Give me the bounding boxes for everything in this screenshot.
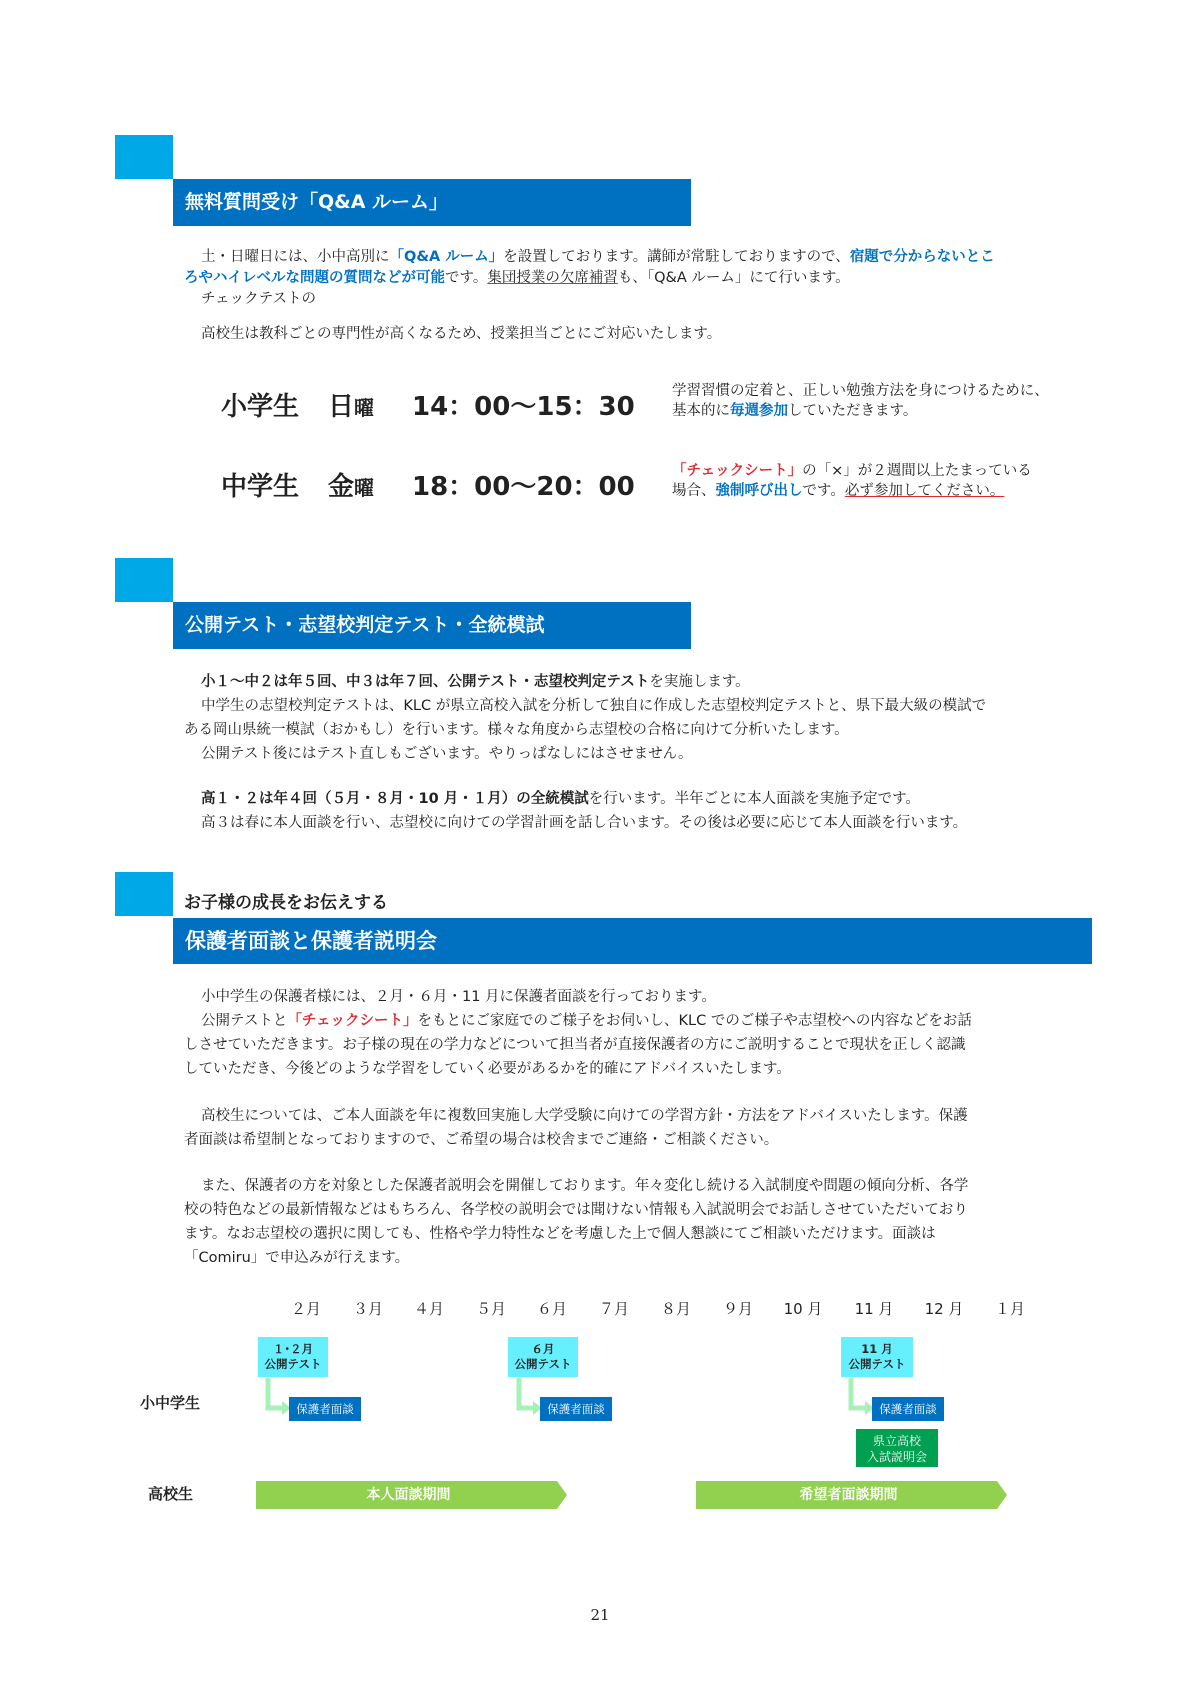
bold-text: 小１～中２は年５回、中３は年７回、公開テスト・志望校判定テスト — [201, 674, 650, 690]
month-label: 11 月 — [854, 1300, 894, 1318]
day-text: 日 — [328, 392, 355, 422]
highlight-text: 「チェックシート」 — [672, 463, 803, 479]
text: 公開テストと — [201, 1013, 288, 1029]
month-label: 10 月 — [783, 1300, 823, 1318]
paragraph: 高校生は教科ごとの専門性が高くなるため、授業担当ごとにご対応いたします。 — [201, 326, 722, 342]
schedule-time: 14：00～15：30 — [412, 392, 635, 422]
text: をもとにご家庭でのご様子をお伺いし、KLC でのご様子や志望校への内容などをお話 — [417, 1013, 972, 1029]
public-test-box — [508, 1337, 578, 1377]
highlight-text: 「チェックシート」 — [287, 1013, 418, 1029]
text: していただきます。 — [788, 403, 918, 419]
schedule-day — [328, 466, 374, 503]
row-label-elementary: 小中学生 — [140, 1394, 201, 1412]
test-label: 公開テスト — [264, 1357, 322, 1371]
paragraph — [184, 267, 850, 291]
test-label: 公開テスト — [514, 1357, 572, 1371]
text: を設置しております。講師が常駐しておりますので、 — [503, 249, 850, 265]
schedule-note — [672, 461, 1032, 481]
paragraph: また、保護者の方を対象とした保護者説明会を開催しております。年々変化し続ける入試制度や問題の傾向分析、各学 — [201, 1178, 969, 1194]
text: を行います。半年ごとに本人面談を実施予定です。 — [588, 791, 920, 807]
text: です。 — [802, 483, 845, 499]
bold-text: 高１・２は年４回（５月・８月・10 月・１月）の全統模試 — [201, 791, 589, 807]
paragraph: 「Comiru」で申込みが行えます。 — [184, 1250, 410, 1266]
highlight-text: 宿題で分からないとこ — [849, 249, 995, 265]
section-title: 無料質問受け「Q&A ルーム」 — [173, 179, 691, 226]
period-label: 本人面談期間 — [366, 1487, 451, 1503]
text: 土・日曜日には、小中高別に — [201, 249, 390, 265]
arrow-icon — [845, 1378, 875, 1418]
public-test-box — [258, 1337, 328, 1377]
month-label: ５月 — [475, 1300, 506, 1318]
test-month: 11 月 — [861, 1342, 893, 1356]
parent-meeting-box: 保護者面談 — [540, 1397, 612, 1421]
month-label: ６月 — [536, 1300, 567, 1318]
month-label: ９月 — [722, 1300, 753, 1318]
section-title: 公開テスト・志望校判定テスト・全統模試 — [173, 602, 691, 649]
underlined-text: 必ず参加してください。 — [844, 483, 1005, 499]
paragraph — [201, 788, 920, 812]
day-text: 金 — [328, 472, 355, 502]
day-suffix: 曜 — [354, 476, 375, 500]
test-label: 公開テスト — [848, 1357, 906, 1371]
period-label: 希望者面談期間 — [799, 1487, 898, 1503]
text: も、「Q&A ルーム」にて行います。 — [617, 270, 850, 286]
seminar-box — [856, 1429, 938, 1467]
paragraph: 校の特色などの最新情報などはもちろん、各学校の説明会では聞けない情報も入試説明会でお話しさせていただいており — [184, 1202, 968, 1218]
paragraph: ある岡山県統一模試（おかもし）を行います。様々な角度から志望校の合格に向けて分析いたします。 — [184, 722, 849, 738]
page-number: 21 — [590, 1606, 610, 1624]
seminar-line: 入試説明会 — [866, 1450, 927, 1464]
month-label: ２月 — [290, 1300, 321, 1318]
schedule-time: 18：00～20：00 — [412, 472, 635, 502]
section-marker — [115, 558, 173, 602]
paragraph: していただき、今後どのような学習をしていく必要があるかを的確にアドバイスいたします。 — [184, 1061, 791, 1077]
text: の「×」が２週間以上たまっている — [802, 463, 1032, 479]
paragraph: 者面談は希望制となっておりますので、ご希望の場合は校舎までご連絡・ご相談ください。 — [184, 1132, 779, 1148]
underlined-text: 集団授業の欠席補習 — [487, 270, 618, 286]
test-month: １･２月 — [272, 1342, 314, 1356]
paragraph: チェックテストの — [201, 291, 316, 307]
arrow-icon — [513, 1378, 543, 1418]
paragraph — [201, 671, 750, 695]
highlight-text: 毎週参加 — [730, 403, 788, 419]
month-label: ８月 — [660, 1300, 691, 1318]
text: を実施します。 — [649, 674, 750, 690]
schedule-grade: 小学生 — [221, 392, 300, 422]
day-suffix: 曜 — [354, 396, 375, 420]
highlight-text: 強制呼び出し — [715, 483, 803, 499]
schedule-note — [672, 401, 917, 421]
parent-meeting-box: 保護者面談 — [872, 1397, 944, 1421]
paragraph: 小中学生の保護者様には、２月・６月・11 月に保護者面談を行っております。 — [201, 989, 716, 1005]
text: 場合、 — [672, 483, 716, 499]
section-marker — [115, 872, 173, 916]
parent-meeting-box: 保護者面談 — [289, 1397, 361, 1421]
month-label: 12 月 — [924, 1300, 964, 1318]
seminar-line: 県立高校 — [872, 1434, 921, 1448]
paragraph: 高３は春に本人面談を行い、志望校に向けての学習計画を話し合います。その後は必要に応じて本人面談を行います。 — [201, 815, 968, 831]
paragraph — [201, 246, 995, 270]
month-label: ７月 — [598, 1300, 629, 1318]
public-test-box — [841, 1337, 913, 1377]
paragraph: しさせていただきます。お子様の現在の学力などについて担当者が直接保護者の方にご説明することで現状を正しく認識 — [184, 1037, 966, 1053]
schedule-grade: 中学生 — [221, 472, 300, 502]
highlight-text: 「Q&A ルーム」 — [389, 249, 504, 265]
section-subtitle: お子様の成長をお伝えする — [184, 893, 388, 913]
paragraph: ます。なお志望校の選択に関しても、性格や学力特性などを考慮した上で個人懇談にてご相談いただけます。面談は — [184, 1226, 936, 1242]
paragraph: 高校生については、ご本人面談を年に複数回実施し大学受験に向けての学習方針・方法をアドバイスいたします。保護 — [201, 1108, 968, 1124]
text: 基本的に — [672, 403, 730, 419]
highlight-text: ろやハイレベルな問題の質問などが可能 — [184, 270, 445, 286]
schedule-day — [328, 386, 374, 423]
schedule-note: 学習習慣の定着と、正しい勉強方法を身につけるために、 — [672, 383, 1049, 399]
test-month: ６月 — [531, 1342, 555, 1356]
row-label-high: 高校生 — [148, 1485, 194, 1503]
paragraph — [201, 1010, 972, 1034]
month-label: １月 — [994, 1300, 1025, 1318]
month-label: ３月 — [352, 1300, 383, 1318]
schedule-note — [672, 481, 1004, 501]
month-label: ４月 — [413, 1300, 444, 1318]
section-title: 保護者面談と保護者説明会 — [173, 918, 1092, 964]
text: です。 — [445, 270, 488, 286]
arrow-icon — [262, 1378, 292, 1418]
paragraph: 中学生の志望校判定テストは、KLC が県立高校入試を分析して独自に作成した志望校判定テストと、県下最大級の模試で — [201, 698, 987, 714]
paragraph: 公開テスト後にはテスト直しもございます。やりっぱなしにはさせません。 — [201, 746, 693, 762]
section-marker — [115, 135, 173, 179]
